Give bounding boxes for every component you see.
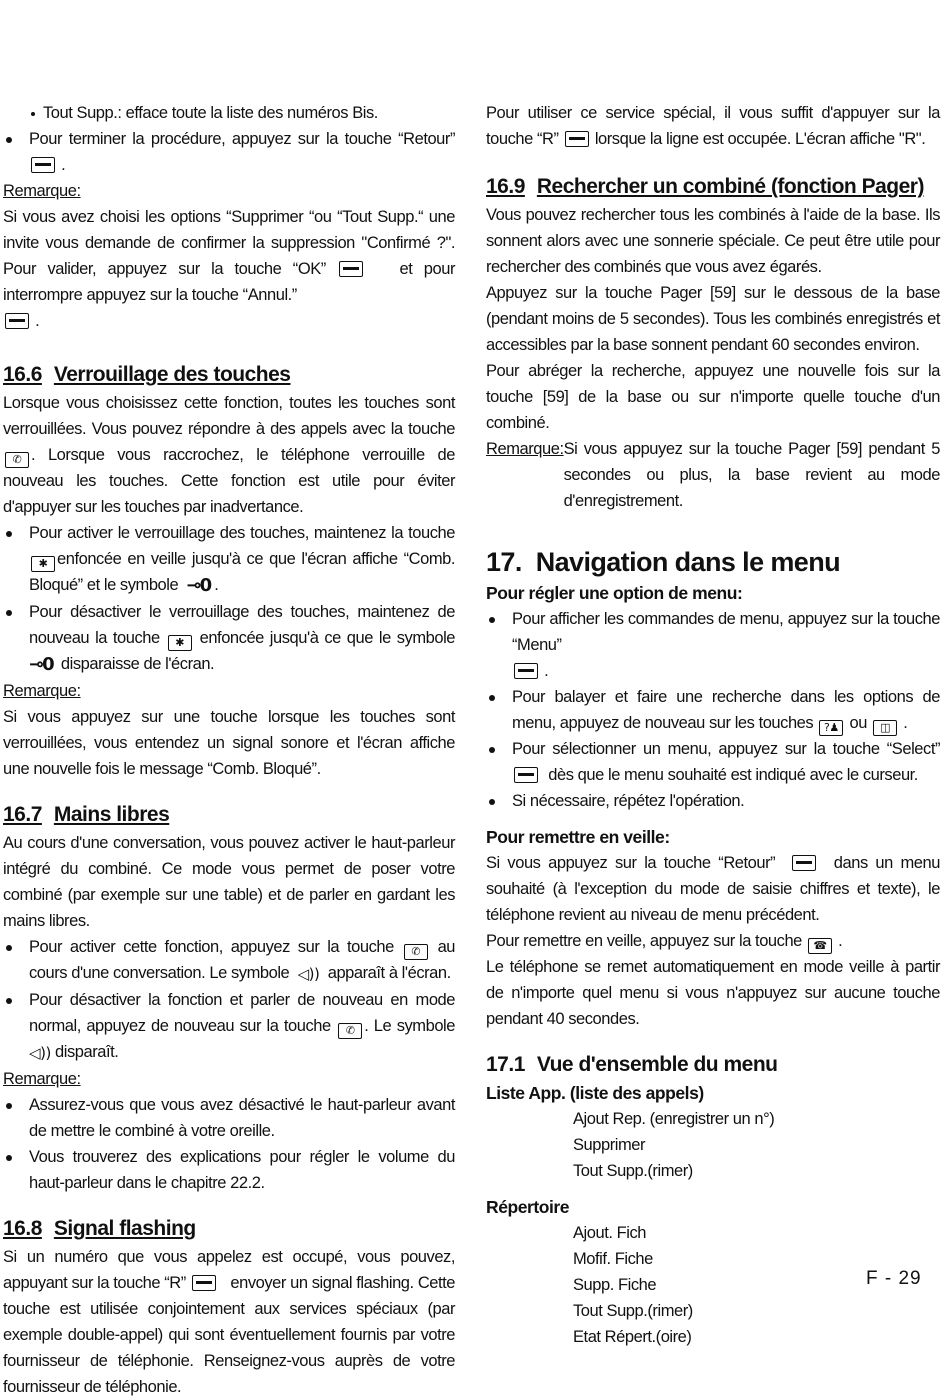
speaker-icon: ◁)) [297, 965, 320, 983]
remarque-label: Remarque: [3, 682, 81, 700]
paragraph: Pour abréger la recherche, appuyez une nouvelle fois sur la touche [59] de la base ou sur n'importe quelle touche d'un combiné. [486, 362, 940, 432]
left-column [3, 100, 455, 1400]
soft-key-icon [5, 313, 29, 329]
sub-heading: Pour régler une option de menu: [486, 583, 743, 603]
list-item: Pour activer le verrouillage des touches, maintenez la touche ✱ enfoncée en veille jusqu'à ce que l'écran affiche “Comb. Bloqué” et le symbole ⊸0 . [3, 520, 455, 599]
remarque-label: Remarque: [3, 1070, 81, 1088]
paragraph: Si vous appuyez sur la touche “Retour” dans un menu souhaité (à l'exception du mode de saisie chiffres et texte), le téléphone revient au niveau de menu précédent. [486, 854, 940, 924]
soft-key-icon [514, 767, 538, 783]
section-heading: 16.6 Verrouillage des touches [3, 363, 291, 386]
sub-heading: Pour remettre en veille: [486, 827, 670, 847]
speaker-icon: ◁)) [29, 1044, 51, 1062]
menu-group-heading: Liste App. (liste des appels) [486, 1083, 704, 1103]
right-column [486, 100, 940, 1350]
menu-group-heading: Répertoire [486, 1197, 570, 1217]
paragraph: Si vous avez choisi les options “Supprimer “ou “Tout Supp.“ une invite vous demande de confirmer la suppression "Confirmé ?". Pour valider, appuyez sur la touche “OK” et pour interrompre appuyez sur la touche “Annul.” . [3, 208, 455, 330]
key-lock-icon: ⊸0 [29, 654, 53, 675]
section-heading: 16.7 Mains libres [3, 803, 170, 826]
menu-item: Tout Supp.(rimer) [573, 1162, 693, 1180]
end-call-key-icon: ☎ [808, 938, 832, 954]
paragraph: Appuyez sur la touche Pager [59] sur le dessous de la base (pendant moins de 5 secondes). Tous les combinés enregistrés et accessibles par la base sonnent pendant 60 secondes environ. [486, 284, 940, 354]
chapter-heading: 17. Navigation dans le menu [486, 547, 841, 577]
handset-key-icon: ✆ [404, 944, 428, 960]
section-heading: 17.1 Vue d'ensemble du menu [486, 1053, 778, 1076]
soft-key-icon [31, 157, 55, 173]
paragraph: Vous pouvez rechercher tous les combinés à l'aide de la base. Ils sonnent alors avec une sonnerie spéciale. Ce peut être utile pour rechercher des combinés que vous avez égarés. [486, 206, 940, 276]
contacts-key-icon: ?♟ [819, 720, 843, 736]
list-item: Assurez-vous que vous avez désactivé le haut-parleur avant de mettre le combiné à votre oreille. [3, 1092, 455, 1144]
menu-item: Ajout. Fich [573, 1224, 646, 1242]
list-item: Pour activer cette fonction, appuyez sur la touche ✆ au cours d'une conversation. Le symbole ◁)) apparaît à l'écran. [3, 934, 455, 987]
soft-key-icon [514, 663, 538, 679]
list-item: Pour terminer la procédure, appuyez sur la touche “Retour” . [3, 126, 455, 178]
handset-key-icon: ✆ [5, 452, 29, 468]
menu-item: Ajout Rep. (enregistrer un n°) [573, 1110, 775, 1128]
menu-item: Etat Répert.(oire) [573, 1328, 692, 1346]
soft-key-icon [792, 855, 816, 871]
list-item: Pour sélectionner un menu, appuyez sur la touche “Select” dès que le menu souhaité est indiqué avec le curseur. [486, 736, 940, 788]
menu-item: Mofif. Fiche [573, 1250, 653, 1268]
section-heading: 16.9 Rechercher un combiné (fonction Pager) [486, 175, 924, 198]
paragraph: Pour remettre en veille, appuyez sur la touche ☎ . [486, 932, 843, 952]
phonebook-key-icon: ◫ [873, 720, 897, 736]
paragraph: Si vous appuyez sur une touche lorsque les touches sont verrouillées, vous entendez un signal sonore et l'écran affiche une nouvelle fois le message “Comb. Bloqué”. [3, 708, 455, 778]
soft-key-icon [565, 131, 589, 147]
section-heading: 16.8 Signal flashing [3, 1217, 196, 1240]
list-item: Tout Supp.: efface toute la liste des numéros Bis. [3, 100, 455, 126]
paragraph: Le téléphone se remet automatiquement en mode veille à partir de n'importe quel menu si vous n'appuyez sur aucune touche pendant 40 secondes. [486, 958, 940, 1028]
menu-item: Tout Supp.(rimer) [573, 1302, 693, 1320]
soft-key-icon [339, 261, 363, 277]
star-key-icon: ✱ [31, 556, 55, 572]
remarque-label: Remarque: [3, 182, 81, 200]
list-item: Vous trouverez des explications pour régler le volume du haut-parleur dans le chapitre 22.2. [3, 1144, 455, 1196]
handset-key-icon: ✆ [338, 1023, 362, 1039]
key-lock-icon: ⊸0 [186, 575, 211, 596]
page-number: F - 29 [866, 1268, 922, 1289]
paragraph: Si un numéro que vous appelez est occupé, vous pouvez, appuyant sur la touche “R” envoyer un signal flashing. Cette touche est utilisée conjointement aux services spéciaux (par exemple double-appel) qui sont éventuellement fournis par votre fournisseur de téléphonie. Renseignez-vous auprès de votre fournisseur de téléphonie. [3, 1248, 456, 1396]
list-item: Si nécessaire, répétez l'opération. [486, 788, 940, 814]
list-item: Pour afficher les commandes de menu, appuyez sur la touche “Menu” . [486, 606, 940, 684]
paragraph: Au cours d'une conversation, vous pouvez activer le haut-parleur intégré du combiné. Ce mode vous permet de poser votre combiné (par exemple sur une table) et de parler en gardant les mains libres. [3, 834, 455, 930]
list-item: Pour désactiver le verrouillage des touches, maintenez de nouveau la touche ✱ enfoncée jusqu'à ce que le symbole ⊸0 disparaisse de l'écran. [3, 599, 455, 678]
remarque: Remarque: Si vous appuyez sur la touche Pager [59] pendant 5 secondes ou plus, la base revient au mode d'enregistrement. [486, 440, 940, 510]
paragraph: Lorsque vous choisissez cette fonction, toutes les touches sont verrouillées. Vous pouvez répondre à des appels avec la touche ✆ . Lorsque vous raccrochez, le téléphone verrouille de nouveau les touches. Cette fonction est utile pour éviter d'appuyer sur les touches par inadvertance. [3, 394, 455, 516]
menu-item: Supp. Fiche [573, 1276, 657, 1294]
list-item: Pour balayer et faire une recherche dans les options de menu, appuyez de nouveau sur les touches ?♟ ou ◫ . [486, 684, 940, 736]
paragraph: Pour utiliser ce service spécial, il vous suffit d'appuyer sur la touche “R” lorsque la ligne est occupée. L'écran affiche "R". [486, 104, 940, 148]
list-item: Pour désactiver la fonction et parler de nouveau en mode normal, appuyez de nouveau sur la touche ✆ . Le symbole ◁)) disparaît. [3, 987, 455, 1066]
star-key-icon: ✱ [168, 635, 192, 651]
soft-key-icon [192, 1275, 216, 1291]
menu-item: Supprimer [573, 1136, 646, 1154]
